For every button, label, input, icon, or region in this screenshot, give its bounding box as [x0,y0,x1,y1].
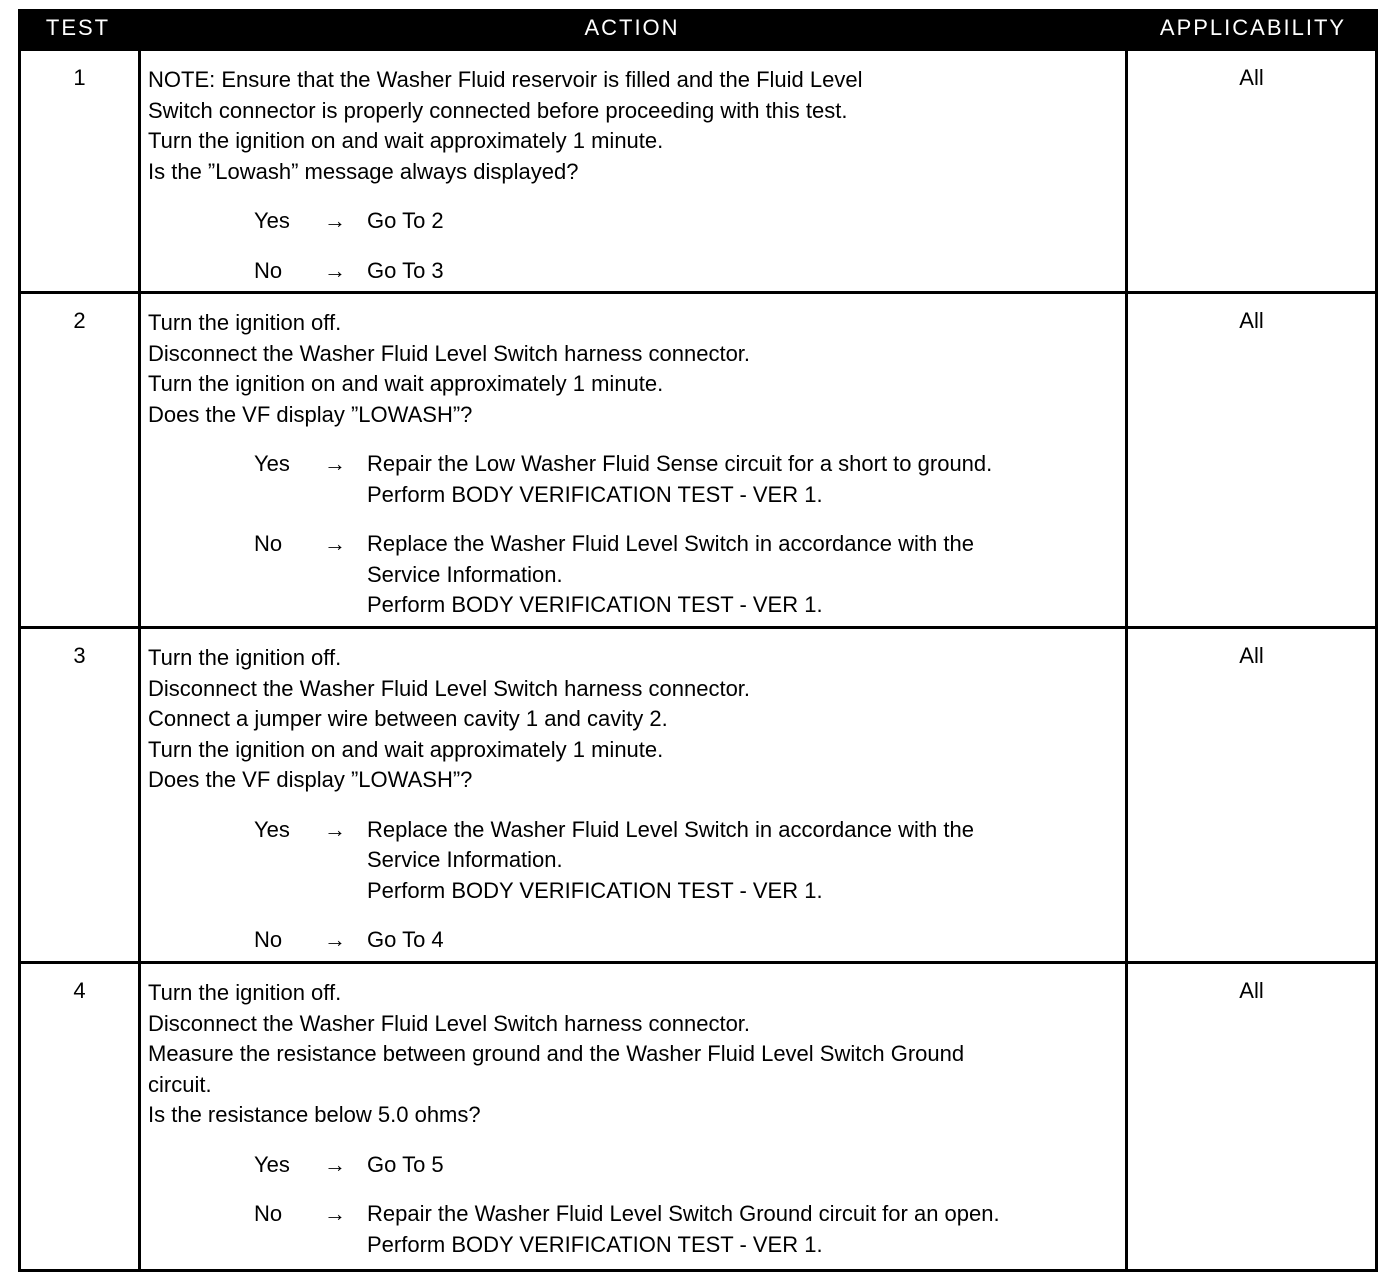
row-3-applicability: All [1128,629,1375,961]
result-no [148,529,1119,621]
table-header [18,9,1378,49]
arrow-icon: → [324,1151,346,1177]
result-label: No [254,257,283,283]
result-label: No [254,531,283,556]
row-2-test: 2 [21,294,138,626]
row-4-line: circuit. [148,1071,212,1097]
row-3-line: Turn the ignition off. [148,645,342,670]
arrow-icon: → [324,927,346,952]
result-line: Go To 4 [367,927,444,952]
row-3-line: Disconnect the Washer Fluid Level Switch harness connector. [148,675,751,701]
result-yes [148,206,1119,237]
row-2-action [141,294,1125,626]
arrow-icon: → [324,257,346,283]
row-2-line: Turn the ignition on and wait approximately 1 minute. [148,371,664,396]
result-line: Repair the Washer Fluid Level Switch Ground circuit for an open. [367,1201,1000,1226]
arrow-icon: → [324,208,346,233]
result-line: Go To 5 [367,1151,444,1177]
result-no [148,256,1119,287]
header-test: TEST [45,15,111,40]
result-yes [148,815,1119,907]
result-no [148,1199,1119,1260]
result-yes [148,449,1119,510]
row-4-line: Disconnect the Washer Fluid Level Switch harness connector. [148,1010,751,1036]
result-label: No [254,1201,283,1226]
result-line: Perform BODY VERIFICATION TEST - VER 1. [367,592,823,617]
row-2-line: Disconnect the Washer Fluid Level Switch harness connector. [148,340,751,366]
row-1-applicability: All [1128,51,1375,291]
row-1-line: Turn the ignition on and wait approximately 1 minute. [148,128,664,153]
row-2-line: Does the VF display ”LOWASH”? [148,401,473,427]
header-applicability: APPLICABILITY [1159,15,1347,40]
row-4-line: Is the resistance below 5.0 ohms? [148,1102,481,1127]
arrow-icon: → [324,451,346,476]
row-4-action [141,964,1125,1269]
row-3-line: Turn the ignition on and wait approximately 1 minute. [148,736,664,762]
result-line: Go To 3 [367,257,444,283]
row-2-line: Turn the ignition off. [148,310,342,335]
row-1-line: NOTE: Ensure that the Washer Fluid reservoir is filled and the Fluid Level [148,67,863,92]
result-yes [148,1150,1119,1181]
row-2-applicability: All [1128,294,1375,626]
result-label: Yes [254,816,290,842]
result-label: Yes [254,208,290,233]
diagnostic-table [18,9,1378,1272]
row-3-test: 3 [21,629,138,961]
result-line: Service Information. [367,561,563,587]
result-line: Perform BODY VERIFICATION TEST - VER 1. [367,1231,823,1257]
row-4-test: 4 [21,964,138,1269]
arrow-icon: → [324,531,346,556]
result-line: Replace the Washer Fluid Level Switch in accordance with the [367,816,974,842]
row-1-action [141,51,1125,291]
arrow-icon: → [324,816,346,842]
header-action: ACTION [584,15,680,40]
result-label: No [254,927,283,952]
result-line: Service Information. [367,847,563,872]
arrow-icon: → [324,1201,346,1226]
row-4-line: Measure the resistance between ground and the Washer Fluid Level Switch Ground [148,1041,965,1066]
result-line: Go To 2 [367,208,444,233]
row-4-line: Turn the ignition off. [148,980,342,1005]
result-line: Repair the Low Washer Fluid Sense circuit for a short to ground. [367,451,993,476]
result-label: Yes [254,451,290,476]
row-3-line: Does the VF display ”LOWASH”? [148,767,473,792]
row-1-test: 1 [21,51,138,291]
result-line: Perform BODY VERIFICATION TEST - VER 1. [367,877,823,903]
result-no [148,925,1119,956]
row-3-action [141,629,1125,961]
result-label: Yes [254,1151,290,1177]
result-line: Perform BODY VERIFICATION TEST - VER 1. [367,481,823,507]
result-line: Replace the Washer Fluid Level Switch in accordance with the [367,531,974,556]
row-1-line: Switch connector is properly connected before proceeding with this test. [148,97,848,123]
row-4-applicability: All [1128,964,1375,1269]
row-1-line: Is the ”Lowash” message always displayed? [148,158,579,184]
row-3-line: Connect a jumper wire between cavity 1 and cavity 2. [148,706,668,731]
